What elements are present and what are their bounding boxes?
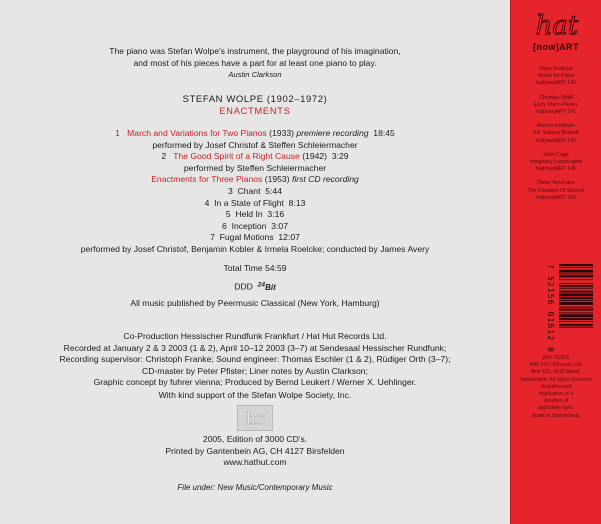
credit-line: Graphic concept by fuhrer vienna; Produced by Bernd Leukert / Werner X. Uehlinger.: [93, 377, 417, 388]
work-title: The Good Spirit of a Right Cause: [173, 151, 300, 162]
barcode-bar: [559, 270, 593, 273]
track-time: 18:45: [373, 128, 395, 138]
barcode-bar: [559, 297, 593, 299]
performers: performed by Josef Christof & Steffen Schleiermacher: [152, 139, 358, 150]
legal-notice: (P)+ ©2005 HAT HUT Records Ltd. Box 521, 4020 Basel, Switzerland. All rights reserved. Unauthorized duplication is a violation of applicable laws. Made in Switzerland.: [519, 355, 593, 419]
total-time: Total Time 54:59: [223, 263, 287, 273]
barcode-bar: [559, 312, 593, 313]
track-2: 2 The Good Spirit of a Right Cause (1942) 3:29: [161, 151, 349, 162]
epigraph: [0, 46, 510, 81]
movement: 6 Inception 3:07: [222, 220, 288, 231]
credit-line: Recording supervisor: Christoph Franke; Sound engineer: Thomas Eschler (1 & 2), Rüdiger Orth (3–7);: [59, 354, 451, 365]
barcode-bar: [559, 324, 593, 326]
barcode-bar: [559, 291, 593, 293]
svg-text:hat: hat: [535, 11, 579, 41]
barcode-bar: [559, 309, 593, 311]
24-bit-logo: $^{24}$Bit: [257, 281, 276, 292]
hr-logo: [237, 405, 273, 431]
credit-line: Recorded at January 2 & 3 2003 (1 & 2), April 10–12 2003 (3–7) at Sendesaal Hessischer Rundfunk;: [63, 342, 447, 353]
barcode-bar: [559, 321, 593, 322]
edition-info: 2005, Edition of 3000 CD's. Printed by Gantenbein AG, CH 4127 Birsfelden www.hathut.com: [0, 434, 510, 469]
credit-line: Co-Production Hessischer Rundfunk Frankfurt / Hat Hut Records Ltd.: [123, 331, 387, 341]
support-note: With kind support of the Stefan Wolpe Society, Inc.: [158, 390, 352, 400]
credits: [0, 331, 510, 389]
track-time: 3:29: [331, 151, 349, 162]
barcode-bar: [559, 302, 593, 305]
barcode: [559, 262, 593, 354]
movement: 4 In a State of Flight 8:13: [204, 197, 306, 208]
barcode-bar: [559, 267, 593, 268]
movement: 7 Fugal Motions 12:07: [210, 232, 300, 243]
barcode-bar: [559, 275, 593, 277]
epigraph-line: and most of his pieces have a part for at least one piano to play.: [133, 57, 377, 68]
barcode-bar: [559, 283, 593, 284]
barcode-bar: [559, 288, 593, 289]
red-spine-panel: [510, 0, 601, 524]
work-3: Enactments for Three Pianos (1953) first CD recording: [151, 174, 359, 185]
track-list: [0, 128, 510, 256]
label-name: [now]ART: [533, 42, 579, 52]
catalog-entry: Morton Feldman For Samuel Beckett hat[now]ART 142: [533, 123, 579, 144]
barcode-bar: [559, 293, 593, 296]
epigraph-line: The piano was Stefan Wolpe's instrument, the playground of his imagination,: [109, 46, 401, 56]
ddd-format: [0, 279, 510, 293]
barcode-bar: [559, 274, 593, 275]
composer-heading: STEFAN WOLPE (1902–1972): [182, 94, 328, 105]
performers: performed by Steffen Schleiermacher: [183, 162, 327, 173]
svg-text:7 52156 01612 0: 7 52156 01612 0: [546, 264, 556, 352]
movement: 5 Held In 3:16: [225, 209, 285, 220]
credit-line: CD-master by Peter Pfister; Liner notes by Austin Clarkson;: [142, 365, 368, 376]
hat-logo: [528, 10, 586, 40]
barcode-bar: [559, 300, 593, 301]
barcode-bar: [559, 264, 593, 266]
website-link[interactable]: www.hathut.com: [223, 457, 287, 468]
barcode-bar: [559, 314, 593, 317]
barcode-bar: [559, 279, 593, 280]
catalog-entry: Dieter Neumann The Freedom Of Speech hat[now]ART 158: [527, 180, 585, 201]
catalog-entry: Dane Rudhyar Works for Piano hat[now]ART 140: [536, 66, 576, 87]
svg-text:hr: hr: [245, 409, 265, 429]
file-under: File under: New Music/Contemporary Music: [177, 483, 333, 492]
barcode-bar: [559, 307, 593, 308]
catalog-entry: Christian Wolff Early Piano Pieces hat[now]ART 141: [534, 94, 578, 116]
catalog-entry: John Cage Imaginary Landscapes hat[now]ART 145: [529, 151, 583, 173]
catalog-list: [511, 66, 601, 209]
barcode-bar: [559, 318, 593, 320]
barcode-bar: [559, 285, 593, 287]
movement: 3 Chant 5:44: [227, 185, 282, 196]
barcode-bar: [559, 327, 593, 328]
track-1: 1 March and Variations for Two Pianos (1933) premiere recording 18:45: [115, 128, 395, 138]
publisher: All music published by Peermusic Classical (New York, Hamburg): [130, 298, 380, 308]
barcode-number: [539, 262, 556, 354]
ddd-label: DDD: [234, 281, 253, 292]
work-title: Enactments for Three Pianos: [151, 174, 263, 185]
performers: performed by Josef Christof, Benjamin Kobler & Irmela Roelcke; conducted by James Avery: [80, 243, 430, 254]
work-title: March and Variations for Two Pianos: [127, 128, 267, 138]
album-title: ENACTMENTS: [219, 106, 291, 116]
epigraph-attribution: Austin Clarkson: [228, 70, 282, 80]
